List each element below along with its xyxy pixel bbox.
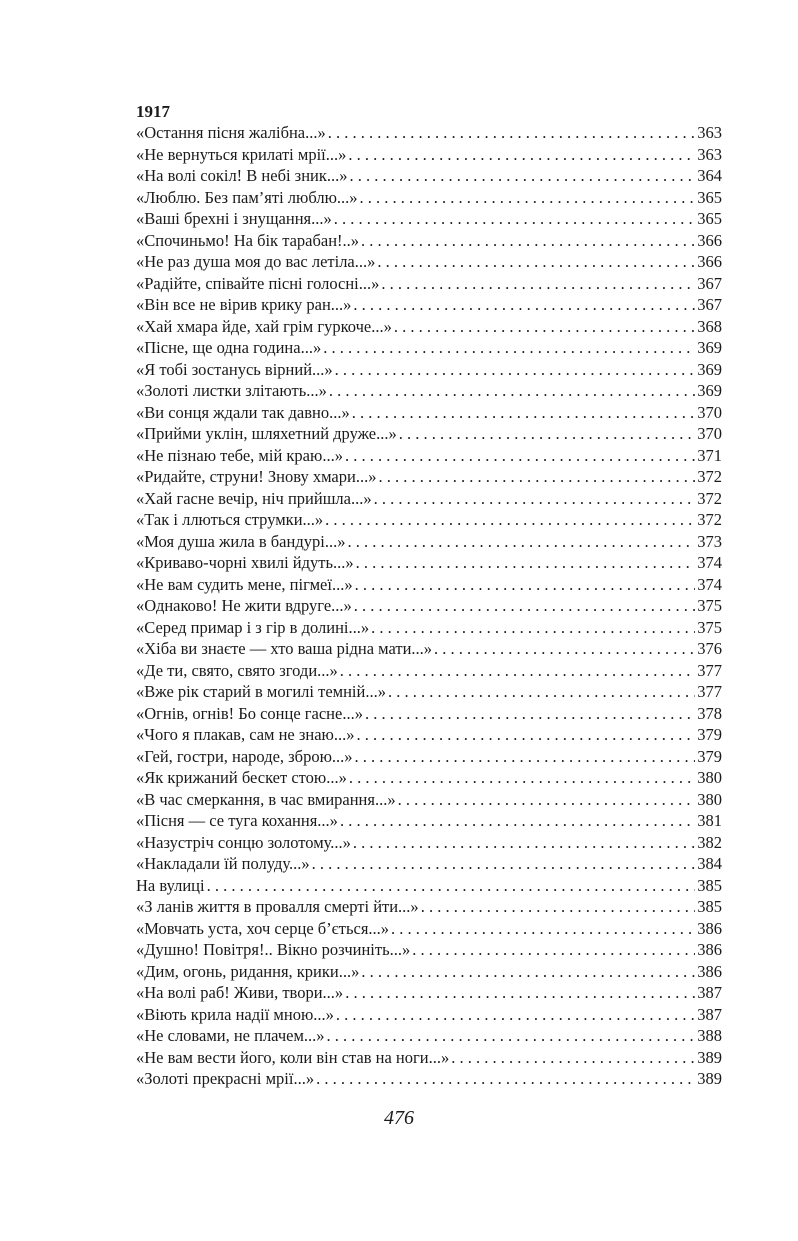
toc-entry-title: «Не словами, не плачем...» (136, 1026, 325, 1045)
toc-entry (136, 423, 722, 445)
toc-entry-title: «Назустріч сонцю золотому...» (136, 832, 351, 852)
dot-leader (399, 423, 696, 445)
toc-entry-title: «Прийми уклін, шляхетний друже...» (136, 424, 397, 443)
dot-leader (334, 208, 696, 230)
toc-entry (136, 810, 722, 832)
toc-entry-title: «Ридайте, струни! Знову хмари...» (136, 467, 377, 486)
dot-leader (378, 466, 695, 488)
dot-leader (361, 230, 695, 252)
toc-entry-title: «Спочиньмо! На бік тарабан!..» (136, 230, 360, 250)
dot-leader (353, 832, 695, 854)
toc-entry-title: «Пісне, ще одна година...» (136, 338, 322, 357)
toc-entry (136, 1068, 722, 1090)
toc-entry-title: «Люблю. Без пам’яті люблю...» (136, 187, 358, 207)
toc-entry-page: 386 (697, 940, 722, 959)
dot-leader (353, 294, 695, 316)
toc-entry-page: 378 (697, 703, 722, 723)
toc-entry (136, 230, 722, 252)
dot-leader (357, 724, 696, 746)
toc-entry-page: 380 (697, 768, 722, 787)
toc-entry-page: 387 (697, 983, 722, 1002)
toc-entry-page: 370 (697, 424, 722, 443)
dot-leader (388, 681, 695, 703)
toc-entry-page: 369 (697, 381, 722, 400)
toc-entry-page: 365 (697, 187, 722, 207)
toc-entry (136, 767, 722, 789)
toc-entry-page: 367 (697, 295, 722, 314)
dot-leader (329, 380, 695, 402)
dot-leader (381, 273, 695, 295)
dot-leader (335, 359, 696, 381)
toc-entry-title: «Ваші брехні і знущання...» (136, 209, 332, 228)
toc-entry-page: 380 (697, 789, 722, 809)
toc-entry-title: «Він все не вірив крику ран...» (136, 295, 352, 314)
toc-entry-title: «Не вернуться крилаті мрії...» (136, 144, 347, 164)
toc-entry-title: «Криваво-чорні хвилі йдуть...» (136, 553, 354, 572)
toc-entry-title: «Пісня — се туга кохання...» (136, 811, 338, 830)
toc-entry-page: 368 (697, 316, 722, 336)
toc-list (136, 122, 722, 1090)
toc-entry (136, 724, 722, 746)
dot-leader (312, 853, 696, 875)
dot-leader (451, 1047, 695, 1069)
section-heading: 1917 (136, 102, 170, 121)
toc-entry-page: 365 (697, 209, 722, 228)
toc-entry-page: 367 (697, 273, 722, 293)
toc-entry-title: «Не пізнаю тебе, мій краю...» (136, 445, 343, 465)
dot-leader (356, 552, 696, 574)
dot-leader (365, 703, 695, 725)
toc-entry (136, 466, 722, 488)
toc-entry (136, 638, 722, 660)
toc-entry (136, 488, 722, 510)
toc-entry-title: «Вже рік старий в могилі темній...» (136, 682, 386, 701)
toc-entry-page: 386 (697, 961, 722, 981)
toc-entry-page: 374 (697, 553, 722, 572)
toc-entry (136, 853, 722, 875)
toc-entry (136, 703, 722, 725)
toc-entry-title: «Мовчать уста, хоч серце б’ється...» (136, 918, 390, 938)
toc-entry-title: «Дим, огонь, ридання, крики...» (136, 961, 360, 981)
toc-entry (136, 660, 722, 682)
toc-entry-title: «Накладали їй полуду...» (136, 854, 310, 873)
toc-entry-title: «Остання пісня жалібна...» (136, 123, 326, 142)
toc-entry-page: 372 (697, 510, 722, 529)
toc-entry (136, 617, 722, 639)
dot-leader (345, 982, 695, 1004)
toc-entry-page: 373 (697, 531, 722, 551)
toc-entry-page: 366 (697, 230, 722, 250)
toc-entry-title: «На волі раб! Живи, твори...» (136, 983, 344, 1002)
toc-entry (136, 1004, 722, 1026)
toc-entry-page: 369 (697, 359, 722, 379)
dot-leader (316, 1068, 695, 1090)
toc-entry (136, 337, 722, 359)
toc-entry (136, 273, 722, 295)
toc-entry (136, 251, 722, 273)
toc-entry-title: «Де ти, свято, свято згоди...» (136, 660, 338, 680)
dot-leader (360, 187, 696, 209)
toc-entry (136, 165, 722, 187)
toc-entry (136, 208, 722, 230)
dot-leader (336, 1004, 695, 1026)
toc-entry-title: «Як крижаний бескет стою...» (136, 768, 347, 787)
toc-entry-title: «Радійте, співайте пісні голосні...» (136, 273, 380, 293)
toc-entry-page: 375 (697, 596, 722, 615)
dot-leader (355, 574, 696, 596)
toc-entry-page: 389 (697, 1047, 722, 1067)
dot-leader (325, 509, 695, 531)
toc-entry (136, 509, 722, 531)
toc-entry-page: 381 (697, 811, 722, 830)
toc-entry-title: «Огнів, огнів! Бо сонце гасне...» (136, 703, 363, 723)
toc-entry (136, 832, 722, 854)
toc-entry (136, 122, 722, 144)
dot-leader (327, 1025, 696, 1047)
page-number: 476 (384, 1107, 414, 1129)
toc-page (136, 102, 722, 1090)
toc-entry-title: «Не раз душа моя до вас летіла...» (136, 252, 376, 271)
toc-entry-page: 376 (697, 639, 722, 658)
dot-leader (348, 144, 695, 166)
toc-entry-title: «Віють крила надії мною...» (136, 1004, 334, 1024)
toc-entry (136, 402, 722, 424)
toc-entry (136, 316, 722, 338)
toc-entry-title: «Так і ллються струмки...» (136, 510, 324, 529)
toc-entry (136, 187, 722, 209)
toc-entry (136, 294, 722, 316)
toc-entry (136, 552, 722, 574)
toc-entry-page: 379 (697, 746, 722, 766)
toc-entry-title: «Я тобі зостанусь вірний...» (136, 359, 333, 379)
dot-leader (412, 939, 695, 961)
toc-entry (136, 939, 722, 961)
toc-entry-page: 387 (697, 1004, 722, 1024)
toc-entry (136, 982, 722, 1004)
toc-entry-page: 388 (697, 1026, 722, 1045)
dot-leader (328, 122, 696, 144)
toc-entry (136, 789, 722, 811)
toc-entry (136, 144, 722, 166)
toc-entry-page: 384 (697, 854, 722, 873)
toc-entry-title: «Моя душа жила в бандурі...» (136, 531, 346, 551)
toc-entry-page: 366 (697, 252, 722, 271)
toc-entry (136, 359, 722, 381)
dot-leader (394, 316, 695, 338)
toc-entry-page: 372 (697, 488, 722, 508)
toc-entry-title: «Не вам судить мене, пігмеї...» (136, 574, 353, 594)
dot-leader (371, 617, 695, 639)
toc-entry-title: «Хай хмара йде, хай грім гуркоче...» (136, 316, 392, 336)
toc-entry-page: 369 (697, 338, 722, 357)
toc-entry (136, 595, 722, 617)
dot-leader (347, 531, 695, 553)
toc-entry (136, 875, 722, 897)
dot-leader (355, 746, 696, 768)
toc-entry (136, 1047, 722, 1069)
toc-entry-title: «Хіба ви знаєте — хто ваша рідна мати...» (136, 639, 433, 658)
dot-leader (350, 165, 696, 187)
toc-entry-page: 364 (697, 166, 722, 185)
toc-entry-title: «В час смеркання, в час вмирання...» (136, 789, 396, 809)
dot-leader (345, 445, 695, 467)
toc-entry-page: 375 (697, 617, 722, 637)
toc-entry (136, 896, 722, 918)
dot-leader (391, 918, 695, 940)
toc-entry-title: «Ви сонця ждали так давно...» (136, 402, 350, 422)
toc-entry-title: «Чого я плакав, сам не знаю...» (136, 725, 355, 744)
toc-entry-page: 377 (697, 660, 722, 680)
dot-leader (434, 638, 695, 660)
toc-entry (136, 574, 722, 596)
toc-entry (136, 746, 722, 768)
dot-leader (340, 810, 695, 832)
toc-entry-title: «Гей, гостри, народе, зброю...» (136, 746, 353, 766)
dot-leader (377, 251, 695, 273)
dot-leader (352, 402, 696, 424)
toc-entry-title: «З ланів життя в провалля смерті йти...» (136, 897, 419, 916)
dot-leader (421, 896, 696, 918)
toc-entry-page: 377 (697, 682, 722, 701)
toc-entry-title: «Хай гасне вечір, ніч прийшла...» (136, 488, 372, 508)
dot-leader (374, 488, 696, 510)
toc-entry-page: 363 (697, 123, 722, 142)
toc-entry-title: «Золоті листки злітають...» (136, 381, 327, 400)
toc-entry-title: «На волі сокіл! В небі зник...» (136, 166, 348, 185)
toc-entry-page: 363 (697, 144, 722, 164)
dot-leader (398, 789, 696, 811)
toc-entry-page: 385 (697, 897, 722, 916)
toc-entry-page: 379 (697, 725, 722, 744)
toc-entry-page: 389 (697, 1069, 722, 1088)
toc-entry (136, 445, 722, 467)
toc-entry-page: 374 (697, 574, 722, 594)
dot-leader (323, 337, 695, 359)
toc-entry-title: На вулиці (136, 875, 205, 895)
toc-entry-page: 371 (697, 445, 722, 465)
toc-entry-title: «Не вам вести його, коли він став на ноги...» (136, 1047, 450, 1067)
toc-entry (136, 380, 722, 402)
toc-entry (136, 918, 722, 940)
dot-leader (361, 961, 695, 983)
toc-entry-title: «Однаково! Не жити вдруге...» (136, 596, 352, 615)
toc-entry (136, 681, 722, 703)
dot-leader (349, 767, 695, 789)
toc-entry (136, 1025, 722, 1047)
dot-leader (340, 660, 695, 682)
toc-entry-title: «Душно! Повітря!.. Вікно розчиніть...» (136, 940, 411, 959)
toc-entry-page: 386 (697, 918, 722, 938)
dot-leader (207, 875, 696, 897)
toc-entry-title: «Золоті прекрасні мрії...» (136, 1069, 315, 1088)
toc-entry (136, 531, 722, 553)
toc-entry (136, 961, 722, 983)
toc-entry-page: 385 (697, 875, 722, 895)
toc-entry-page: 372 (697, 467, 722, 486)
toc-entry-page: 370 (697, 402, 722, 422)
toc-entry-page: 382 (697, 832, 722, 852)
dot-leader (354, 595, 695, 617)
toc-entry-title: «Серед примар і з гір в долині...» (136, 617, 370, 637)
